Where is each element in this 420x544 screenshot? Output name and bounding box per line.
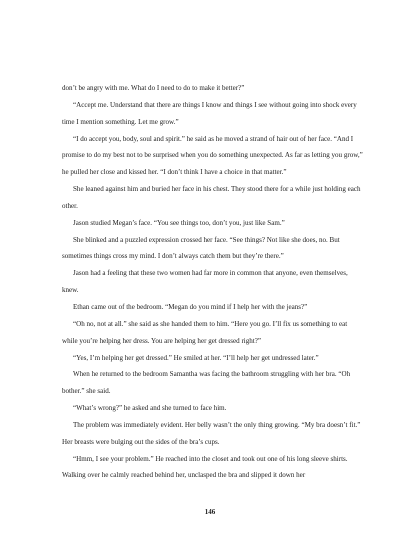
paragraph: Jason had a feeling that these two women had far more in common that anyone, even themselves, knew. xyxy=(62,269,348,295)
paragraph: Jason studied Megan’s face. “You see things too, don’t you, just like Sam.” xyxy=(73,218,285,227)
paragraph: “Oh no, not at all.” she said as she handed them to him. “Here you go. I’ll fix us something to eat while you’re helping her dress. You are helping her get dressed right?” xyxy=(62,319,348,345)
paragraph: “What’s wrong?” he asked and she turned to face him. xyxy=(73,404,227,413)
body-text xyxy=(62,80,364,484)
paragraph: Ethan came out of the bedroom. “Megan do you mind if I help her with the jeans?” xyxy=(73,302,308,311)
paragraph: “Yes, I’m helping her get dressed.” He smiled at her. “I’ll help her get undressed later.” xyxy=(73,353,319,362)
paragraph: “Accept me. Understand that there are things I know and things I see without going into shock every time I mention something. Let me grow.” xyxy=(62,100,357,126)
paragraph: don’t be angry with me. What do I need to do to make it better?” xyxy=(62,84,245,92)
paragraph: “I do accept you, body, soul and spirit.” he said as he moved a strand of hair out of her face. “And I promise to do my best not to be surprised when you do something unexpected. As far as letting you grow,” he pulled her close and kissed her. “I don’t think I have a choice in that matter.” xyxy=(62,134,363,177)
paragraph: “Hmm, I see your problem.” He reached into the closet and took out one of his long sleeve shirts. Walking over he calmly reached behind her, unclasped the bra and slipped it down her xyxy=(62,454,348,480)
paragraph: The problem was immediately evident. Her belly wasn’t the only thing growing. “My bra doesn’t fit.” Her breasts were bulging out the sides of the bra’s cups. xyxy=(62,420,361,446)
paragraph: She leaned against him and buried her face in his chest. They stood there for a while just holding each other. xyxy=(62,185,361,210)
page-number: 146 xyxy=(204,508,216,516)
paragraph: She blinked and a puzzled expression crossed her face. “See things? Not like she does, no. But sometimes things cross my mind. I don’t always catch them but they’re there.” xyxy=(62,235,340,261)
paragraph: When he returned to the bedroom Samantha was facing the bathroom struggling with her bra. “Oh bother.” she said. xyxy=(62,370,351,396)
